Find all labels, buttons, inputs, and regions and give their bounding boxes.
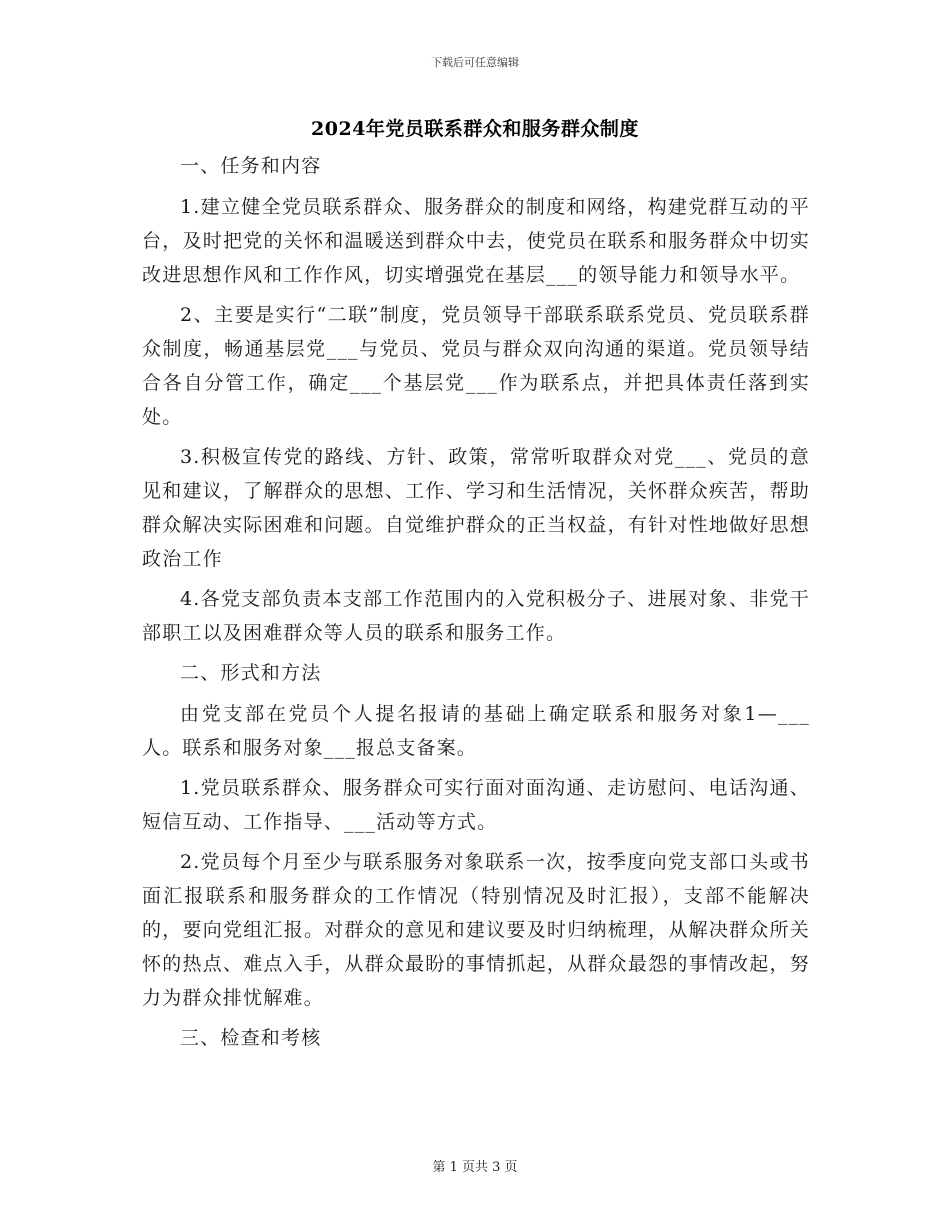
page-footer: 第 1 页共 3 页 (432, 1160, 518, 1175)
section-heading-1: 一、任务和内容 (180, 155, 322, 177)
header-note: 下载后可任意编辑 (431, 56, 519, 69)
paragraph-5: 由党支部在党员个人提名报请的基础上确定联系和服务对象1—___人。联系和服务对象___报总支备案。 (142, 703, 810, 759)
section-heading-3: 三、检查和考核 (180, 1027, 322, 1049)
paragraph-3: 3.积极宣传党的路线、方针、政策，常常听取群众对党___、党员的意见和建议，了解群众的思想、工作、学习和生活情况，关怀群众疾苦，帮助群众解决实际困难和问题。自觉维护群众的正当权益，有针对性地做好思想政治工作 (142, 446, 810, 570)
section-heading-2: 二、形式和方法 (180, 662, 322, 684)
paragraph-1: 1.建立健全党员联系群众、服务群众的制度和网络，构建党群互动的平台，及时把党的关怀和温暖送到群众中去，使党员在联系和服务群众中切实改进思想作风和工作作风，切实增强党在基层___的领导能力和领导水平。 (142, 196, 810, 286)
document-body (142, 149, 810, 1062)
paragraph-6: 1.党员联系群众、服务群众可实行面对面沟通、走访慰问、电话沟通、短信互动、工作指导、___活动等方式。 (142, 777, 810, 833)
document-title: 2024年党员联系群众和服务群众制度 (311, 118, 639, 140)
paragraph-2: 2、主要是实行“二联”制度，党员领导干部联系联系党员、党员联系群众制度，畅通基层党___与党员、党员与群众双向沟通的渠道。党员领导结合各自分管工作，确定___个基层党___作为联系点，并把具体责任落到实处。 (142, 304, 810, 428)
paragraph-7: 2.党员每个月至少与联系服务对象联系一次，按季度向党支部口头或书面汇报联系和服务群众的工作情况（特别情况及时汇报），支部不能解决的，要向党组汇报。对群众的意见和建议要及时归纳梳理，从解决群众所关怀的热点、难点入手，从群众最盼的事情抓起，从群众最怨的事情改起，努力为群众排忧解难。 (142, 851, 810, 1009)
paragraph-4: 4.各党支部负责本支部工作范围内的入党积极分子、进展对象、非党干部职工以及困难群众等人员的联系和服务工作。 (142, 588, 810, 644)
